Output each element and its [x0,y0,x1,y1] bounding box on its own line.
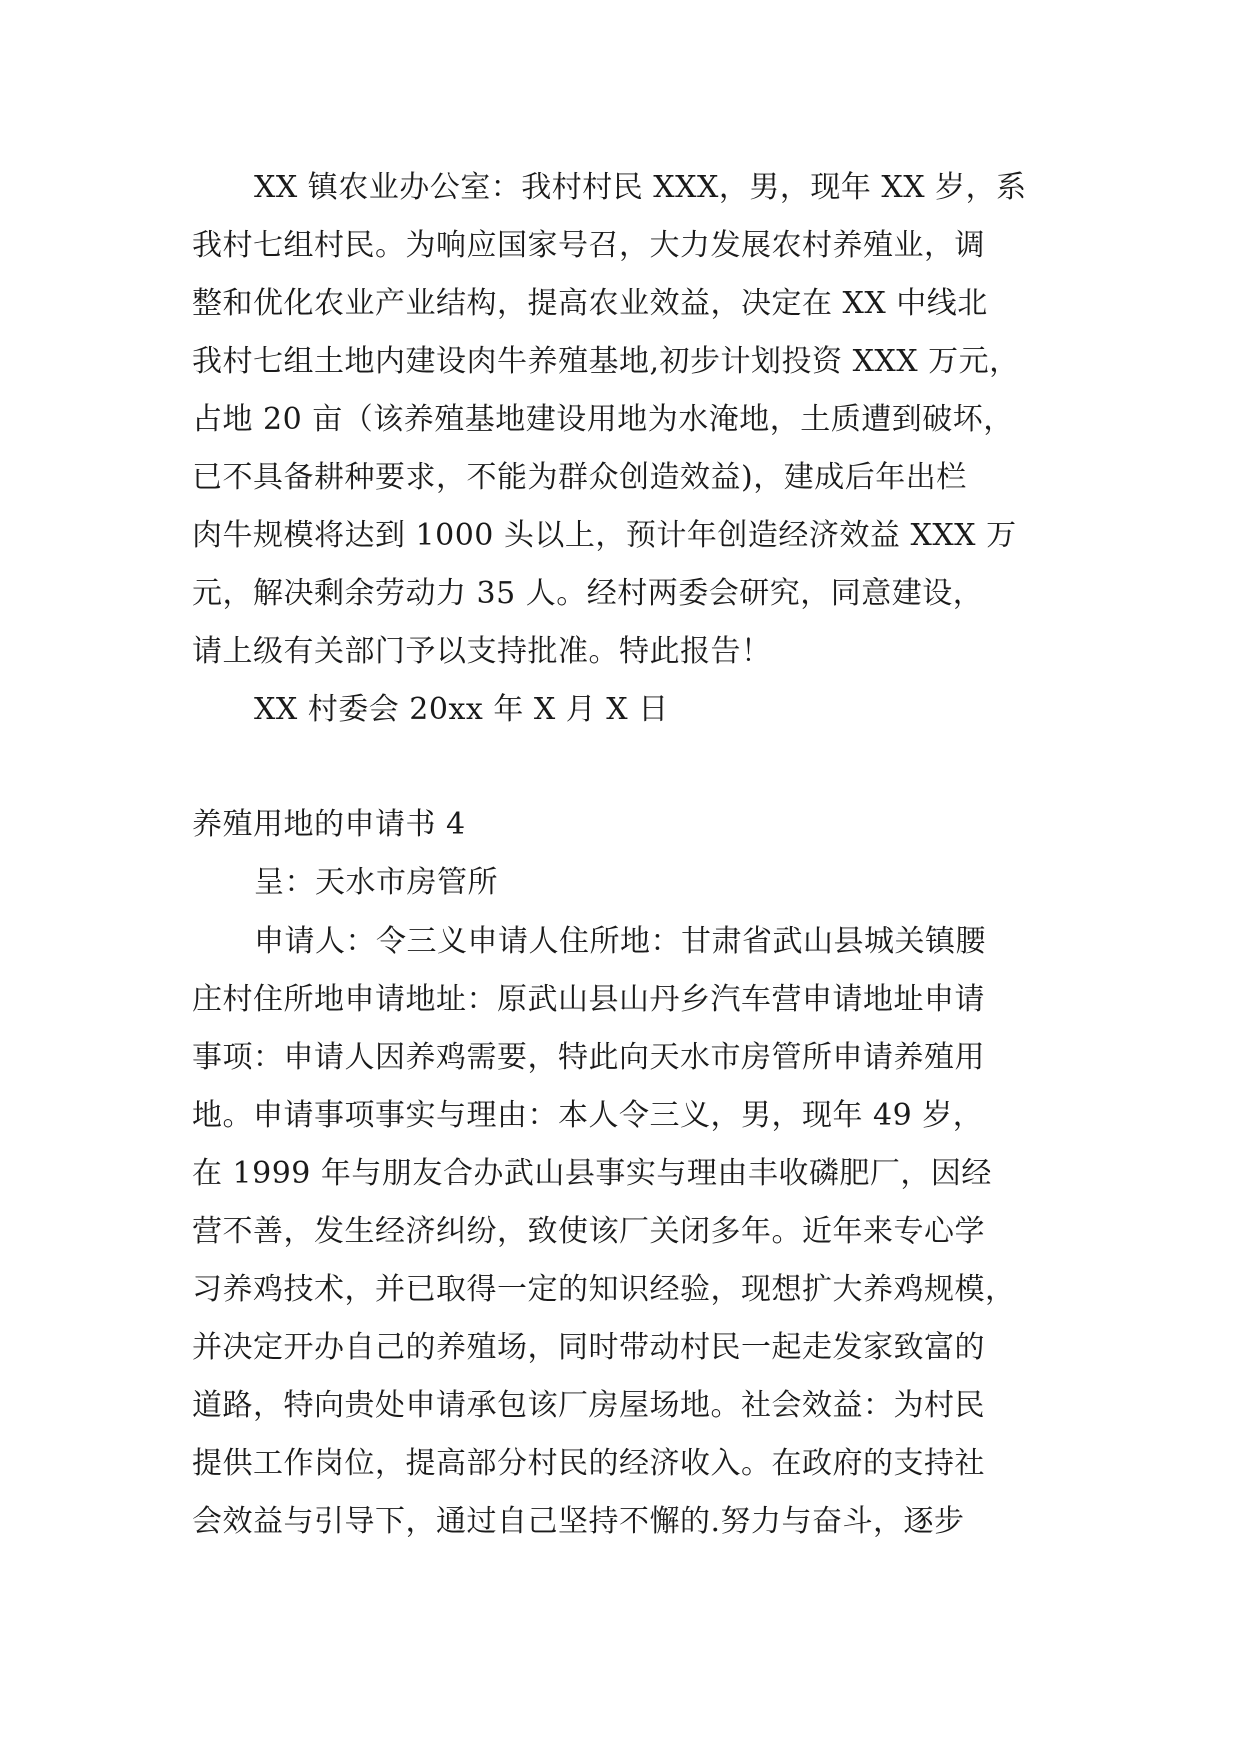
paragraph-line: 申请人：令三义申请人住所地：甘肃省武山县城关镇腰 [254,924,986,959]
paragraph-line: 会效益与引导下，通过自己坚持不懈的.努力与奋斗，逐步 [192,1504,965,1539]
paragraph-line: 占地 20 亩（该养殖基地建设用地为水淹地，土质遭到破坏， [192,402,1014,437]
paragraph-line: 营不善，发生经济纠纷，致使该厂关闭多年。近年来专心学 [192,1214,985,1249]
paragraph-line: 在 1999 年与朋友合办武山县事实与理由丰收磷肥厂，因经 [192,1156,992,1191]
paragraph-line: 道路，特向贵处申请承包该厂房屋场地。社会效益：为村民 [192,1388,985,1423]
paragraph-line: 肉牛规模将达到 1000 头以上，预计年创造经济效益 XXX 万 [192,518,1017,553]
paragraph-line: 整和优化农业产业结构，提高农业效益，决定在 XX 中线北 [192,286,988,321]
paragraph-line: 事项：申请人因养鸡需要，特此向天水市房管所申请养殖用 [192,1040,985,1075]
paragraph-line: 请上级有关部门予以支持批准。特此报告！ [192,634,772,669]
paragraph-line: 并决定开办自己的养殖场，同时带动村民一起走发家致富的 [192,1330,985,1365]
paragraph-line: XX 镇农业办公室：我村村民 XXX，男，现年 XX 岁，系 [254,170,1027,205]
paragraph-line: 提供工作岗位，提高部分村民的经济收入。在政府的支持社 [192,1446,985,1481]
paragraph-line: 元，解决剩余劳动力 35 人。经村两委会研究，同意建设， [192,576,984,611]
paragraph-line: 地。申请事项事实与理由：本人令三义，男，现年 49 岁， [192,1098,984,1133]
paragraph-line: 已不具备耕种要求，不能为群众创造效益)，建成后年出栏 [192,460,967,495]
recipient-line: 呈：天水市房管所 [254,865,498,900]
paragraph-line: 我村七组土地内建设肉牛养殖基地,初步计划投资 XXX 万元， [192,344,1020,379]
paragraph-line: 习养鸡技术，并已取得一定的知识经验，现想扩大养鸡规模， [192,1272,1016,1307]
signature-line: XX 村委会 20xx 年 X 月 X 日 [254,692,669,727]
paragraph-line: 我村七组村民。为响应国家号召，大力发展农村养殖业，调 [192,228,985,263]
section-heading: 养殖用地的申请书 4 [192,807,466,842]
paragraph-line: 庄村住所地申请地址：原武山县山丹乡汽车营申请地址申请 [192,982,985,1017]
